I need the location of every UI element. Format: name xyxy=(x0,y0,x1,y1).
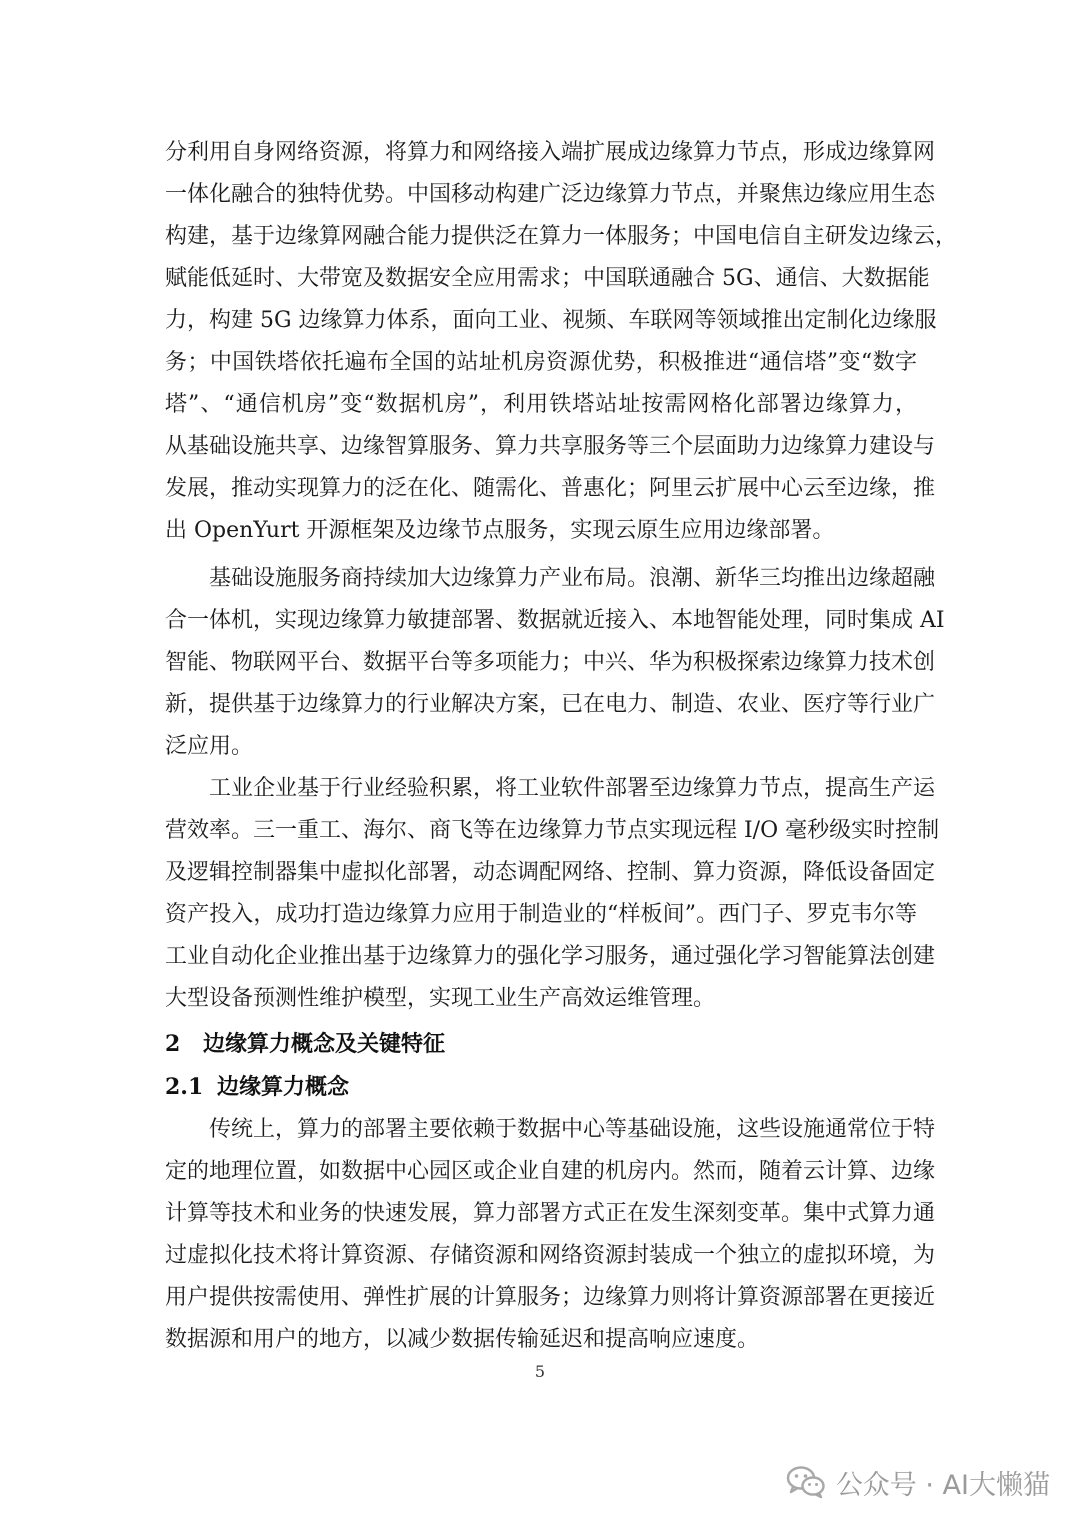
paragraph-2-line-1: 基础设施服务商持续加大边缘算力产业布局。浪潮、新华三均推出边缘超融 xyxy=(209,566,936,591)
paragraph-1-line-4: 赋能低延时、大带宽及数据安全应用需求；中国联通融合 5G、通信、大数据能 xyxy=(165,266,930,291)
paragraph-4-line-2: 定的地理位置，如数据中心园区或企业自建的机房内。然而，随着云计算、边缘 xyxy=(165,1159,936,1184)
paragraph-1-line-1: 分利用自身网络资源，将算力和网络接入端扩展成边缘算力节点，形成边缘算网 xyxy=(165,140,936,165)
paragraph-1-line-8: 从基础设施共享、边缘智算服务、算力共享服务等三个层面助力边缘算力建设与 xyxy=(165,434,936,459)
paragraph-4-line-6: 数据源和用户的地方，以减少数据传输延迟和提高响应速度。 xyxy=(165,1327,760,1352)
paragraph-2-line-3: 智能、物联网平台、数据平台等多项能力；中兴、华为积极探索边缘算力技术创 xyxy=(165,650,936,675)
paragraph-2-line-2: 合一体机，实现边缘算力敏捷部署、数据就近接入、本地智能处理，同时集成 AI xyxy=(165,608,945,633)
subsection-number: 2.1 xyxy=(165,1074,204,1100)
paragraph-3-line-4: 资产投入，成功打造边缘算力应用于制造业的“样板间”。西门子、罗克韦尔等 xyxy=(165,902,917,927)
paragraph-3-line-2: 营效率。三一重工、海尔、商飞等在边缘算力节点实现远程 I/O 毫秒级实时控制 xyxy=(165,818,940,843)
subsection-heading xyxy=(165,1072,349,1103)
paragraph-2-line-4: 新，提供基于边缘算力的行业解决方案，已在电力、制造、农业、医疗等行业广 xyxy=(165,692,936,717)
page-number: 5 xyxy=(534,1362,546,1381)
paragraph-3-line-1: 工业企业基于行业经验积累，将工业软件部署至边缘算力节点，提高生产运 xyxy=(209,776,936,801)
paragraph-1-line-9: 发展，推动实现算力的泛在化、随需化、普惠化；阿里云扩展中心云至边缘，推 xyxy=(165,476,936,501)
paragraph-4-line-1: 传统上，算力的部署主要依赖于数据中心等基础设施，这些设施通常位于特 xyxy=(209,1117,936,1142)
watermark-text: 公众号 · AI大懒猫 xyxy=(835,1469,1050,1501)
paragraph-3-line-6: 大型设备预测性维护模型，实现工业生产高效运维管理。 xyxy=(165,986,716,1011)
paragraph-3-line-3: 及逻辑控制器集中虚拟化部署，动态调配网络、控制、算力资源，降低设备固定 xyxy=(165,860,936,885)
paragraph-1-line-3: 构建，基于边缘算网融合能力提供泛在算力一体服务；中国电信自主研发边缘云， xyxy=(165,224,958,249)
paragraph-4-line-3: 计算等技术和业务的快速发展，算力部署方式正在发生深刻变革。集中式算力通 xyxy=(165,1201,936,1226)
wechat-icon xyxy=(786,1465,826,1499)
subsection-title: 边缘算力概念 xyxy=(217,1075,350,1100)
section-title: 边缘算力概念及关键特征 xyxy=(203,1032,446,1057)
paragraph-1-line-2: 一体化融合的独特优势。中国移动构建广泛边缘算力节点，并聚焦边缘应用生态 xyxy=(165,182,936,207)
paragraph-2-line-5: 泛应用。 xyxy=(165,734,254,759)
paragraph-4-line-5: 用户提供按需使用、弹性扩展的计算服务；边缘算力则将计算资源部署在更接近 xyxy=(165,1285,936,1310)
paragraph-1-line-10: 出 OpenYurt 开源框架及边缘节点服务，实现云原生应用边缘部署。 xyxy=(165,518,835,543)
watermark xyxy=(786,1462,1050,1502)
paragraph-4-line-4: 过虚拟化技术将计算资源、存储资源和网络资源封装成一个独立的虚拟环境，为 xyxy=(165,1243,936,1268)
section-heading xyxy=(165,1029,445,1060)
paragraph-1-line-7: 塔”、“通信机房”变“数据机房”，利用铁塔站址按需网格化部署边缘算力， xyxy=(165,392,917,417)
paragraph-1-line-6: 务；中国铁塔依托遍布全国的站址机房资源优势，积极推进“通信塔”变“数字 xyxy=(165,350,917,375)
paragraph-1-line-5: 力，构建 5G 边缘算力体系，面向工业、视频、车联网等领域推出定制化边缘服 xyxy=(165,308,937,333)
section-number: 2 xyxy=(165,1031,181,1057)
paragraph-3-line-5: 工业自动化企业推出基于边缘算力的强化学习服务，通过强化学习智能算法创建 xyxy=(165,944,936,969)
